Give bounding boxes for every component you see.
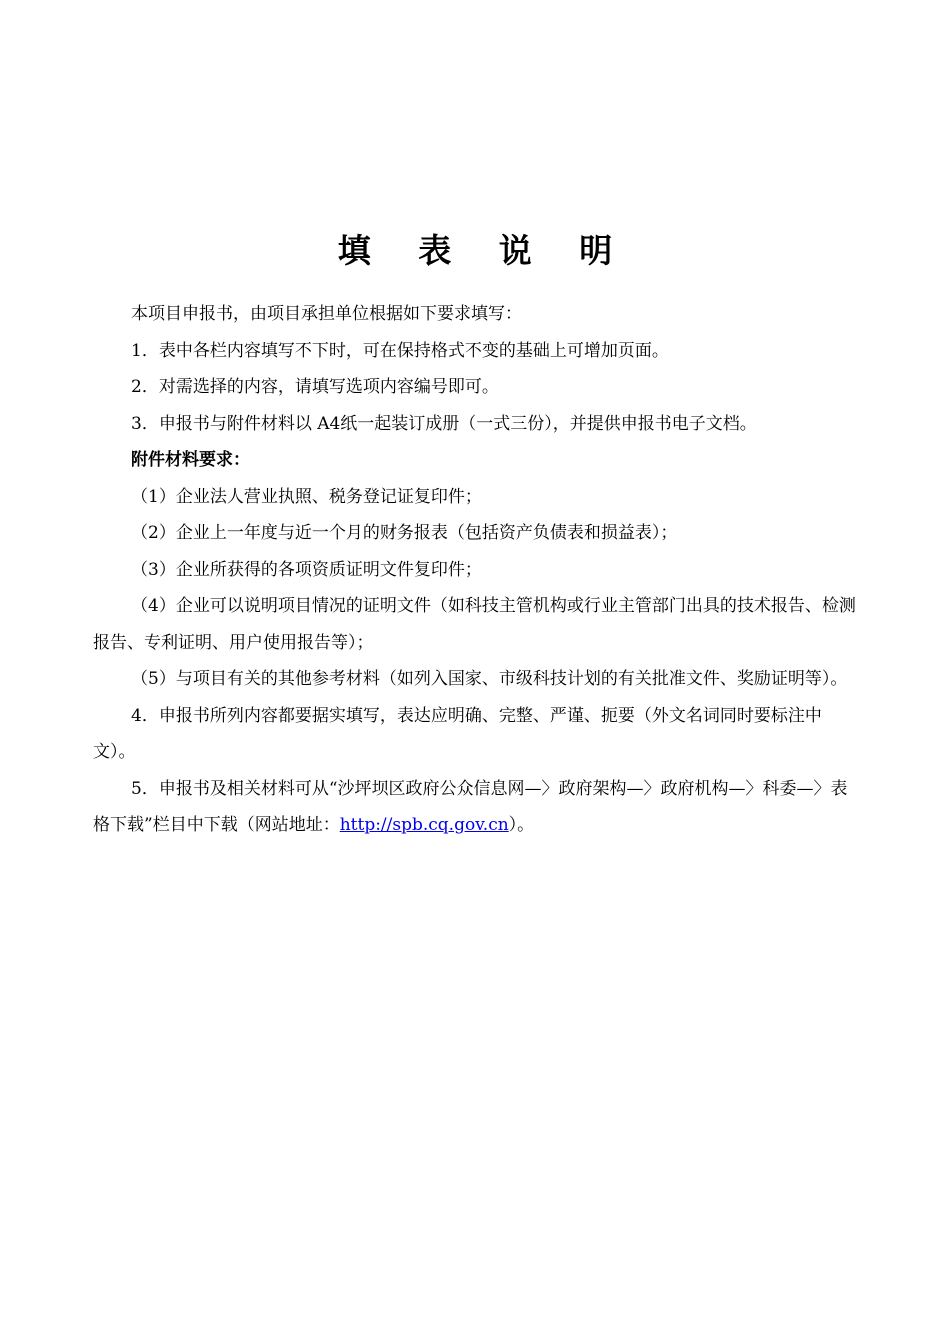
instruction-item-4: 4．申报书所列内容都要据实填写，表达应明确、完整、严谨、扼要（外文名词同时要标注中文）。 <box>93 705 822 762</box>
page-title: 填 表 说 明 <box>337 231 631 270</box>
instruction-item-3: 3．申报书与附件材料以 A4纸一起装订成册（一式三份），并提供申报书电子文档。 <box>131 413 757 434</box>
attachment-item-5: （5）与项目有关的其他参考材料（如列入国家、市级科技计划的有关批准文件、奖励证明等）。 <box>131 669 848 689</box>
attachments-heading: 附件材料要求： <box>131 450 250 470</box>
instruction-item-5 <box>93 771 861 844</box>
attachment-item-3: （3）企业所获得的各项资质证明文件复印件； <box>131 559 482 580</box>
attachment-item-1: （1）企业法人营业执照、税务登记证复印件； <box>131 486 482 507</box>
item-5-text: 5．申报书及相关材料可从“沙坪坝区政府公众信息网—〉政府架构—〉政府机构—〉科委—〉表格下载”栏目中下载（网站地址： <box>93 778 848 835</box>
website-link[interactable]: http://spb.cq.gov.cn <box>339 815 509 835</box>
instruction-item-1: 1．表中各栏内容填写不下时，可在保持格式不变的基础上可增加页面。 <box>131 340 669 361</box>
attachment-item-2: （2）企业上一年度与近一个月的财务报表（包括资产负债表和损益表）； <box>131 523 678 543</box>
instructions-body <box>93 296 861 844</box>
item-5-closing: ）。 <box>508 815 535 835</box>
instruction-item-2: 2．对需选择的内容，请填写选项内容编号即可。 <box>131 377 499 397</box>
intro-paragraph: 本项目申报书，由项目承担单位根据如下要求填写： <box>131 304 522 324</box>
attachment-item-4: （4）企业可以说明项目情况的证明文件（如科技主管机构或行业主管部门出具的技术报告、检测报告、专利证明、用户使用报告等）； <box>93 596 856 653</box>
